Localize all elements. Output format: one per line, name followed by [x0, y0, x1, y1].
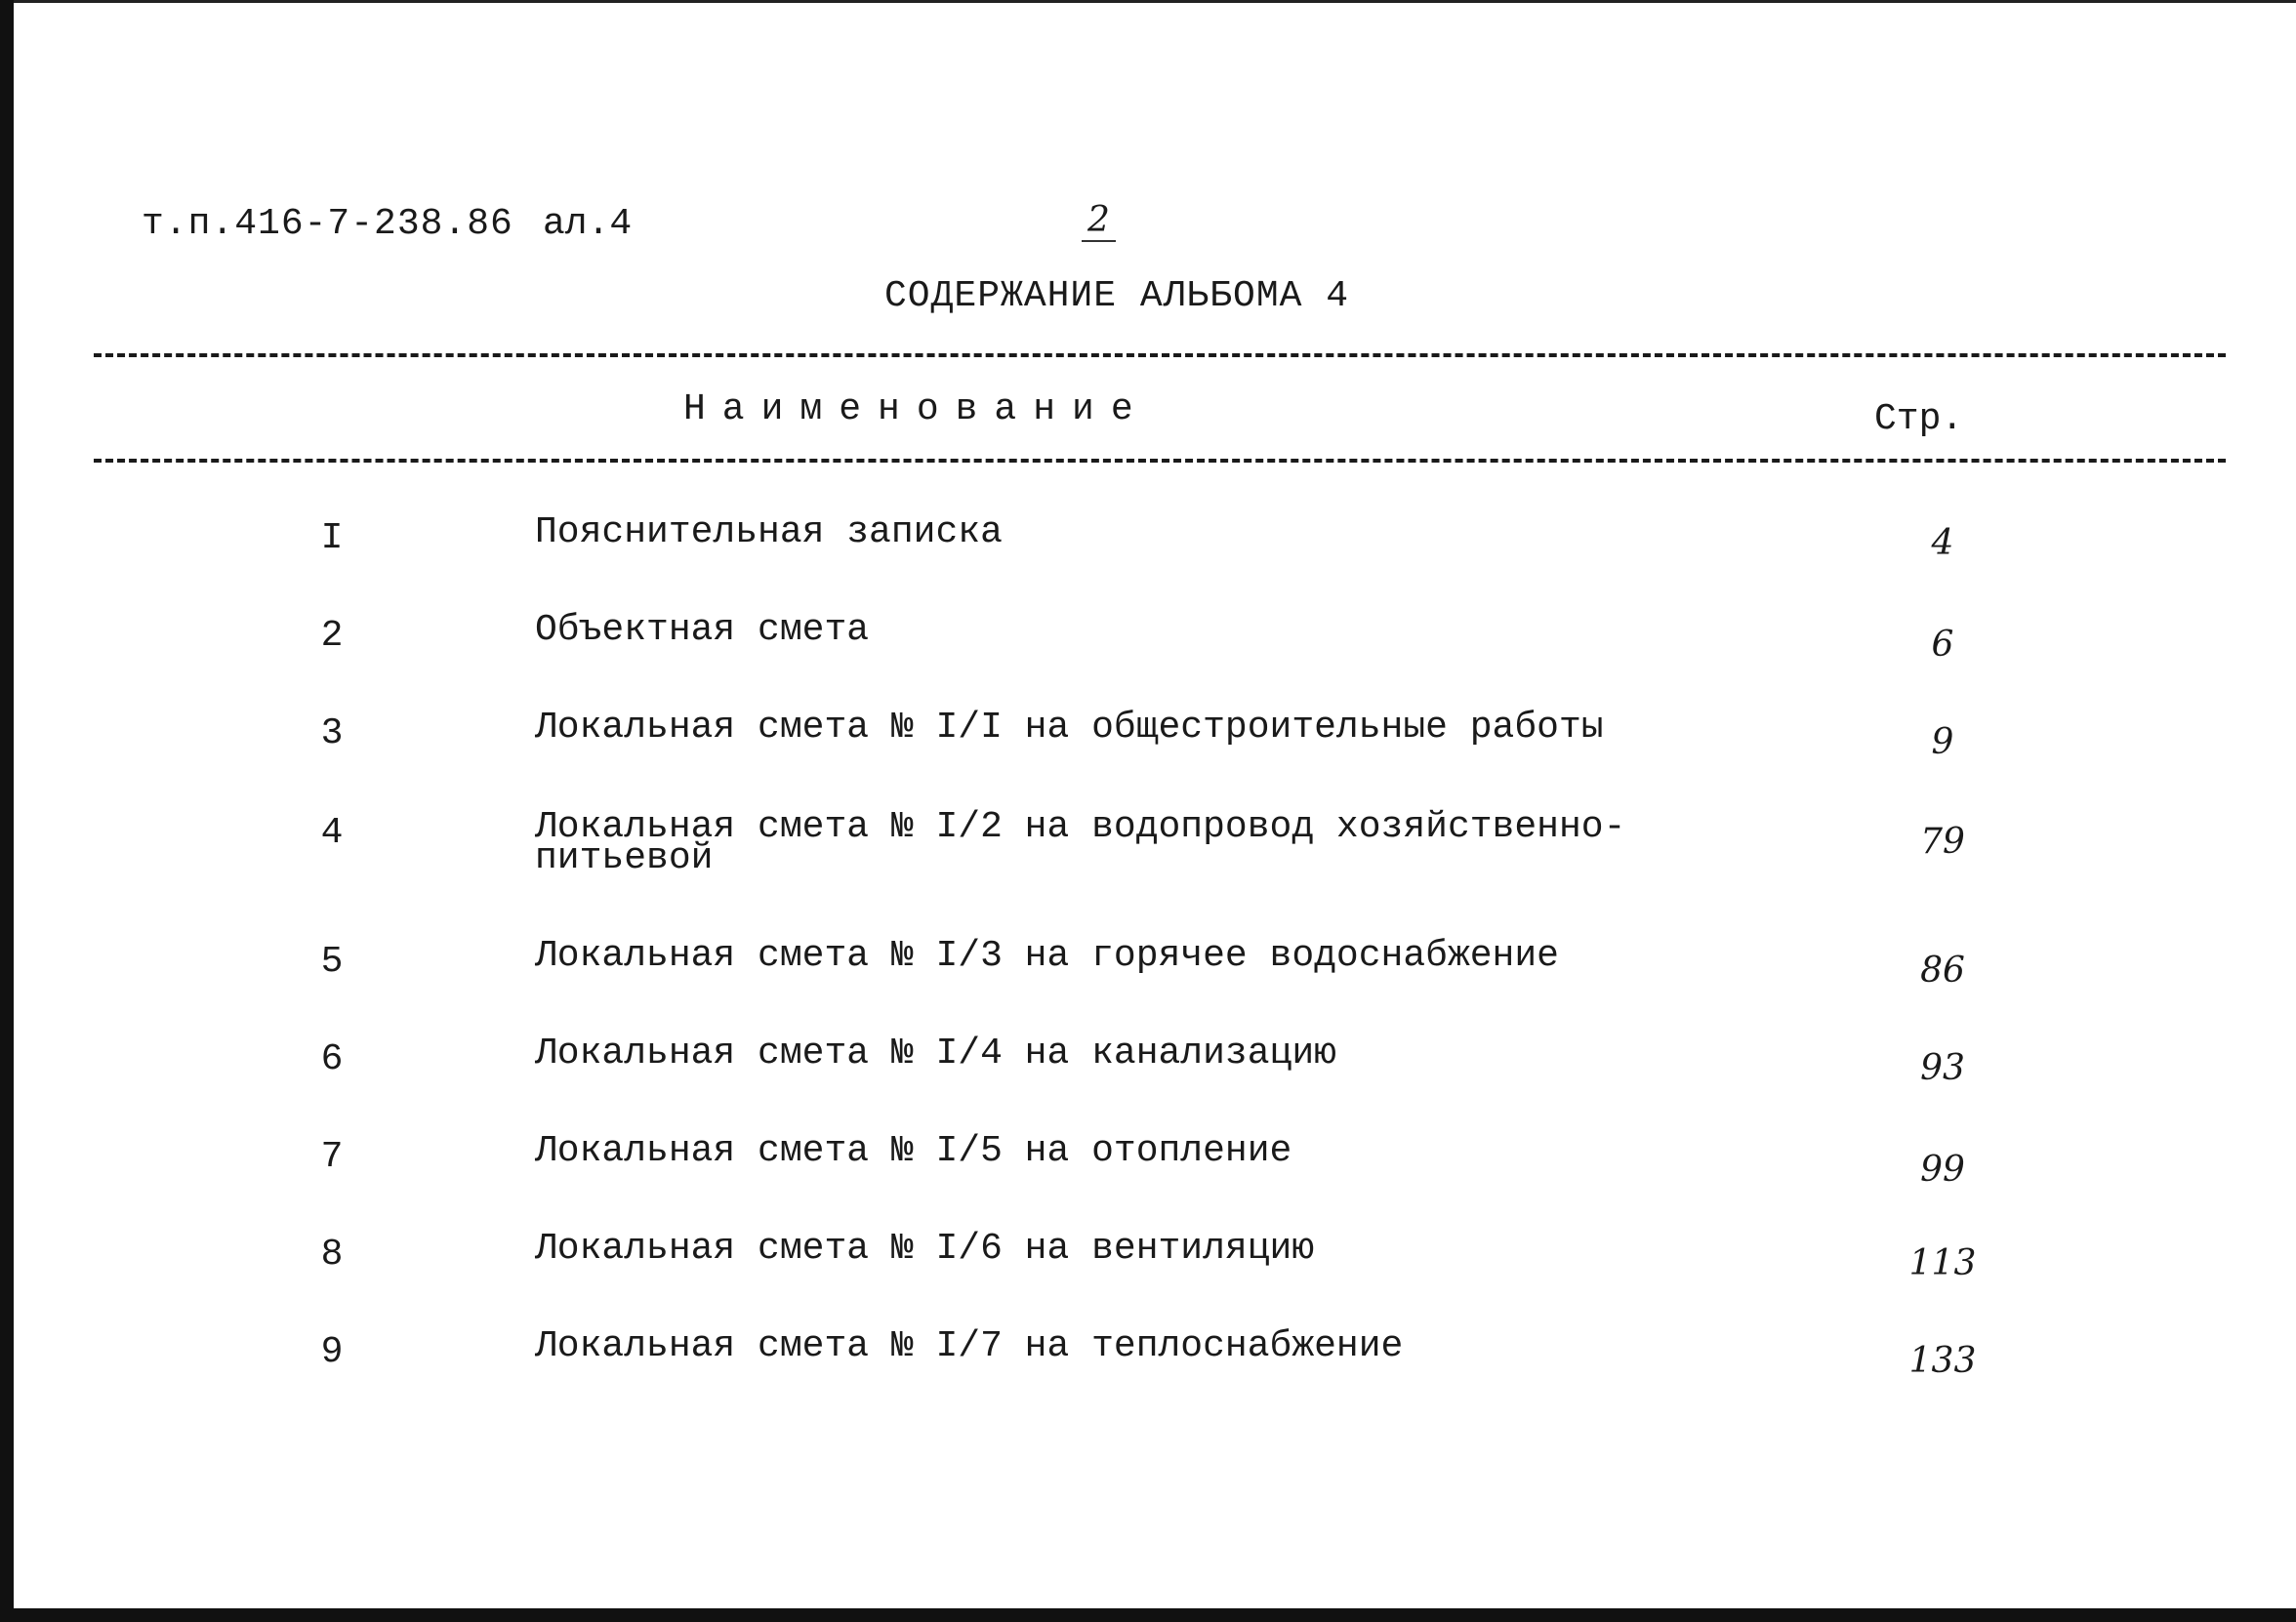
row-number: 9 — [320, 1331, 344, 1373]
row-title: Локальная смета № I/2 на водопровод хозяйственно- питьевой — [535, 806, 1626, 879]
scan-edge-left — [0, 0, 14, 1622]
row-page: 93 — [1920, 1048, 1965, 1088]
row-title: Локальная смета № I/4 на канализацию — [535, 1033, 1336, 1075]
row-page: 6 — [1931, 625, 1954, 665]
row-page: 9 — [1931, 722, 1954, 762]
page-title: СОДЕРЖАНИЕ АЛЬБОМА 4 — [884, 275, 1350, 317]
scan-edge-bottom — [0, 1608, 2296, 1622]
row-number: 5 — [320, 941, 344, 983]
row-title: Локальная смета № I/I на общестроительные работы — [535, 707, 1604, 749]
row-title: Объектная смета — [535, 609, 870, 651]
page-number: 2 — [1082, 201, 1116, 242]
row-page: 79 — [1920, 822, 1965, 862]
column-header-name: Наименование — [683, 388, 1150, 430]
scan-edge-top — [0, 0, 2296, 3]
row-number: 3 — [320, 712, 344, 754]
document-code: т.п.416-7-238.86 — [142, 203, 513, 245]
album-number: ал.4 — [543, 203, 633, 245]
row-page: 113 — [1908, 1243, 1977, 1283]
row-number: 8 — [320, 1234, 344, 1276]
row-page: 133 — [1908, 1341, 1977, 1381]
column-header-page: Стр. — [1874, 398, 1964, 440]
row-title: Локальная смета № I/7 на теплоснабжение — [535, 1325, 1404, 1367]
row-number: 4 — [320, 812, 344, 854]
row-page: 99 — [1920, 1150, 1965, 1190]
row-number: 7 — [320, 1136, 344, 1178]
row-number: 6 — [320, 1038, 344, 1080]
row-number: 2 — [320, 615, 344, 657]
table-divider-top — [94, 353, 2226, 357]
row-page: 4 — [1931, 523, 1954, 563]
row-title: Локальная смета № I/3 на горячее водоснабжение — [535, 935, 1559, 977]
row-title: Локальная смета № I/6 на вентиляцию — [535, 1228, 1315, 1270]
row-title: Пояснительная записка — [535, 511, 1003, 553]
row-page: 86 — [1920, 951, 1965, 991]
row-number: I — [320, 517, 344, 559]
row-title: Локальная смета № I/5 на отопление — [535, 1130, 1292, 1172]
table-divider-bottom — [94, 459, 2226, 463]
